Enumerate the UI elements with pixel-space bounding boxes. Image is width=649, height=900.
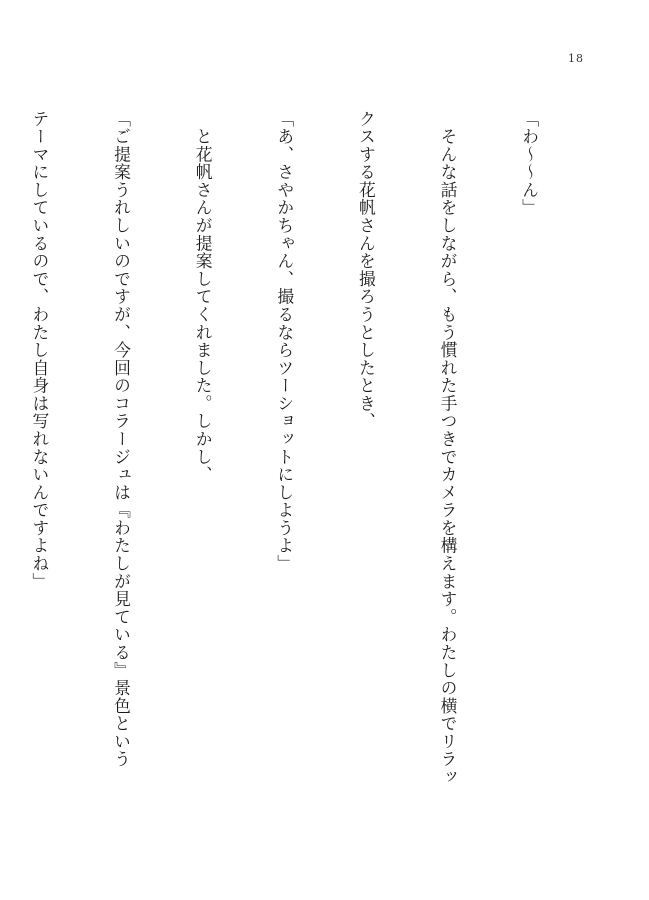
novel-text-body bbox=[0, 110, 597, 870]
page-number: 18 bbox=[568, 52, 584, 65]
text-line: と花帆さんが提案してくれました。しかし、 bbox=[193, 110, 214, 484]
text-line: 「あ、さやかちゃん、撮るならツーショットにしようよ」 bbox=[274, 110, 295, 573]
text-line: テーマにしているので、わたし自身は写れないんですよね」 bbox=[29, 110, 50, 591]
text-line: クスする花帆さんを撮ろうとしたとき、 bbox=[356, 110, 377, 431]
text-line: 「わ〜〜ん」 bbox=[519, 110, 540, 217]
text-line: そんな話をしながら、もう慣れた手つきでカメラを構えます。わたしの横でリラッ bbox=[437, 110, 458, 787]
text-line: 「ご提案うれしいのですが、今回のコラージュは『わたしが見ている』景色という bbox=[111, 110, 132, 769]
